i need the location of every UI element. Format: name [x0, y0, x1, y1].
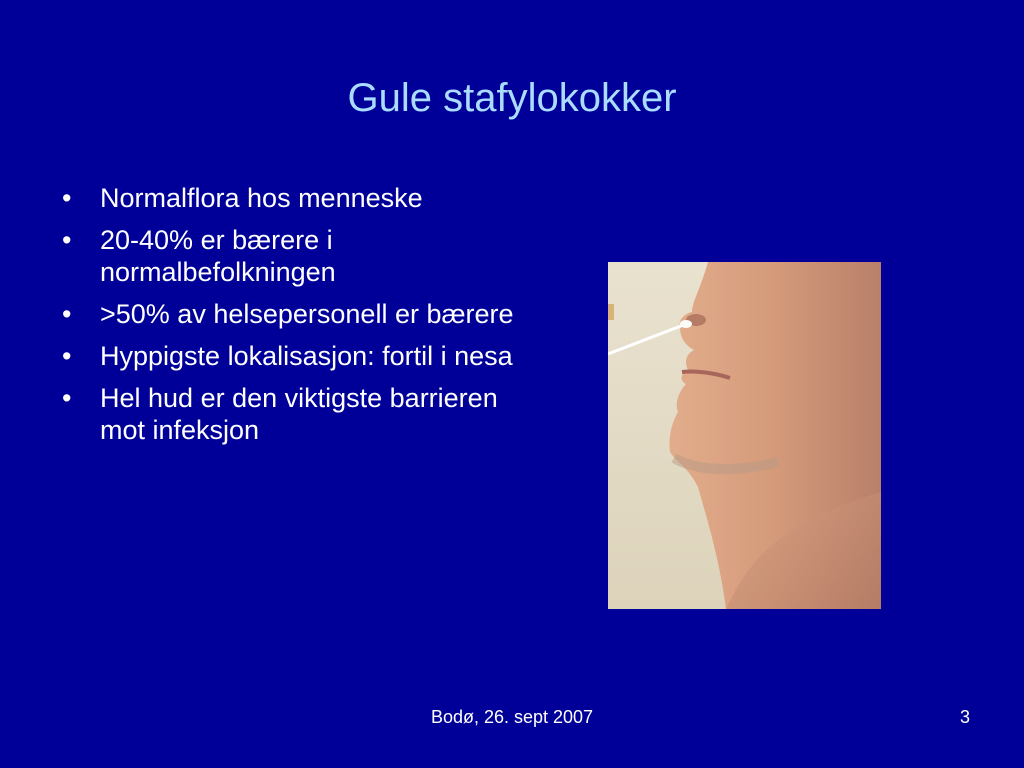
nasal-swab-photo	[608, 262, 881, 609]
photo-object	[608, 304, 614, 320]
bullet-icon: •	[62, 299, 72, 329]
footer-location-date: Bodø, 26. sept 2007	[430, 707, 594, 727]
bullet-icon: •	[62, 183, 72, 213]
bullet-icon: •	[62, 383, 72, 413]
page-number: 3	[959, 707, 970, 727]
bullet-item	[58, 340, 536, 372]
bullet-icon: •	[62, 225, 72, 255]
bullet-list	[58, 182, 536, 456]
bullet-icon: •	[62, 341, 72, 371]
slide-title: Gule stafylokokker	[347, 76, 677, 120]
bullet-text: Hyppigste lokalisasjon: fortil i nesa	[100, 341, 513, 371]
bullet-item	[58, 182, 536, 214]
swab-tip	[680, 320, 692, 328]
bullet-item	[58, 298, 536, 330]
bullet-text: >50% av helsepersonell er bærere	[100, 299, 514, 329]
bullet-text: 20-40% er bærere i normalbefolkningen	[100, 225, 336, 287]
photo-illustration	[608, 262, 881, 609]
bullet-text: Hel hud er den viktigste barrieren mot infeksjon	[100, 383, 498, 445]
bullet-text: Normalflora hos menneske	[100, 183, 423, 213]
bullet-item	[58, 382, 536, 446]
bullet-item	[58, 224, 536, 288]
